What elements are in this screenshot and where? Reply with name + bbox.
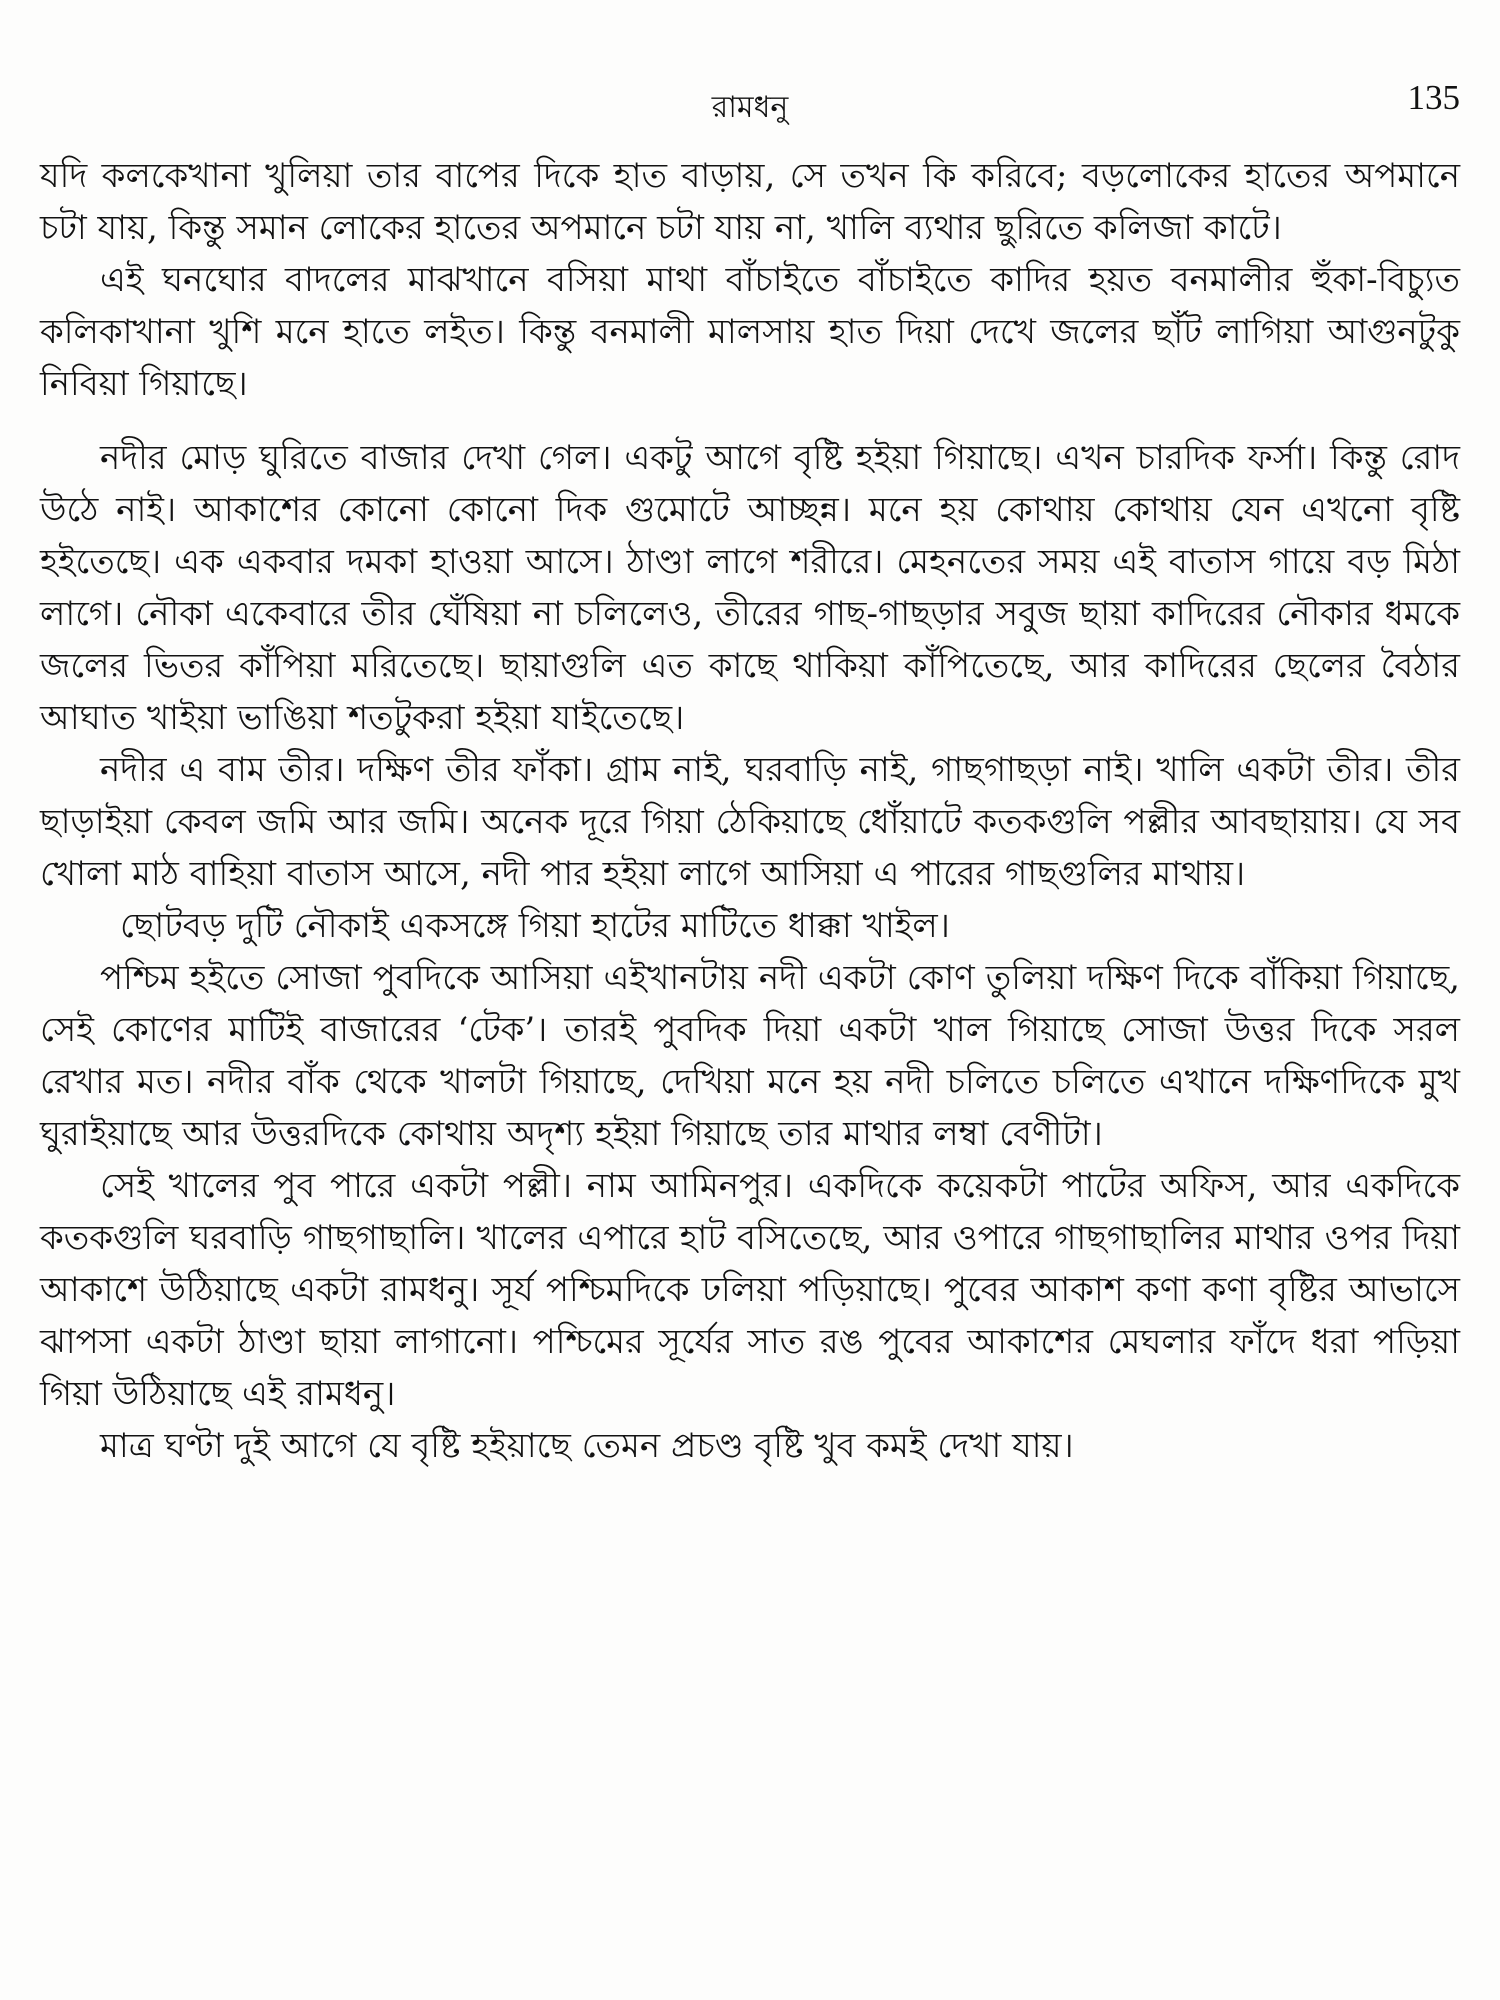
paragraph: সেই খালের পুব পারে একটা পল্লী। নাম আমিনপুর। একদিকে কয়েকটা পাটের অফিস, আর একদিকে কতকগুলি ঘরবাড়ি গাছগাছালি। খালের এপারে হাট বসিতেছে, আর ওপারে গাছগাছালির মাথার ওপর দিয়া আকাশে উঠিয়াছে একটা রামধনু। সূর্য পশ্চিমদিকে ঢলিয়া পড়িয়াছে। পুবের আকাশ কণা কণা বৃষ্টির আভাসে ঝাপসা একটা ঠাণ্ডা ছায়া লাগানো। পশ্চিমের সূর্যের সাত রঙ পুবের আকাশের মেঘলার ফাঁদে ধরা পড়িয়া গিয়া উঠিয়াছে এই রামধনু। bbox=[40, 1166, 1460, 1414]
paragraph: পশ্চিম হইতে সোজা পুবদিকে আসিয়া এইখানটায় নদী একটা কোণ তুলিয়া দক্ষিণ দিকে বাঁকিয়া গিয়াছে, সেই কোণের মাটিই বাজারের ‘টেক’। তারই পুবদিক দিয়া একটা খাল গিয়াছে সোজা উত্তর দিকে সরল রেখার মত। নদীর বাঁক থেকে খালটা গিয়াছে, দেখিয়া মনে হয় নদী চলিতে চলিতে এখানে দক্ষিণদিকে মুখ ঘুরাইয়াছে আর উত্তরদিকে কোথায় অদৃশ্য হইয়া গিয়াছে তার মাথার লম্বা বেণীটা। bbox=[40, 958, 1460, 1154]
paragraph: যদি কলকেখানা খুলিয়া তার বাপের দিকে হাত বাড়ায়, সে তখন কি করিবে; বড়লোকের হাতের অপমানে চটা যায়, কিন্তু সমান লোকের হাতের অপমানে চটা যায় না, খালি ব্যথার ছুরিতে কলিজা কাটে। bbox=[40, 156, 1460, 248]
body-text bbox=[40, 150, 1460, 1472]
page-number: 135 bbox=[1407, 78, 1460, 117]
paragraph: ছোটবড় দুটি নৌকাই একসঙ্গে গিয়া হাটের মাটিতে ধাক্কা খাইল। bbox=[120, 906, 950, 946]
chapter-title: রামধনু bbox=[711, 90, 789, 125]
paragraph: এই ঘনঘোর বাদলের মাঝখানে বসিয়া মাথা বাঁচাইতে বাঁচাইতে কাদির হয়ত বনমালীর হুঁকা-বিচ্যুত কলিকাখানা খুশি মনে হাতে লইত। কিন্তু বনমালী মালসায় হাত দিয়া দেখে জলের ছাঁট লাগিয়া আগুনটুকু নিবিয়া গিয়াছে। bbox=[40, 260, 1460, 404]
paragraph: নদীর এ বাম তীর। দক্ষিণ তীর ফাঁকা। গ্রাম নাই, ঘরবাড়ি নাই, গাছগাছড়া নাই। খালি একটা তীর। তীর ছাড়াইয়া কেবল জমি আর জমি। অনেক দূরে গিয়া ঠেকিয়াছে ধোঁয়াটে কতকগুলি পল্লীর আবছায়ায়। যে সব খোলা মাঠ বাহিয়া বাতাস আসে, নদী পার হইয়া লাগে আসিয়া এ পারের গাছগুলির মাথায়। bbox=[40, 750, 1460, 894]
paragraph: নদীর মোড় ঘুরিতে বাজার দেখা গেল। একটু আগে বৃষ্টি হইয়া গিয়াছে। এখন চারদিক ফর্সা। কিন্তু রোদ উঠে নাই। আকাশের কোনো কোনো দিক গুমোটে আচ্ছন্ন। মনে হয় কোথায় কোথায় যেন এখনো বৃষ্টি হইতেছে। এক একবার দমকা হাওয়া আসে। ঠাণ্ডা লাগে শরীরে। মেহনতের সময় এই বাতাস গায়ে বড় মিঠা লাগে। নৌকা একেবারে তীর ঘেঁষিয়া না চলিলেও, তীরের গাছ-গাছড়ার সবুজ ছায়া কাদিরের নৌকার ধমকে জলের ভিতর কাঁপিয়া মরিতেছে। ছায়াগুলি এত কাছে থাকিয়া কাঁপিতেছে, আর কাদিরের ছেলের বৈঠার আঘাত খাইয়া ভাঙিয়া শতটুকরা হইয়া যাইতেছে। bbox=[40, 438, 1460, 738]
running-header bbox=[0, 78, 1500, 128]
paragraph: মাত্র ঘণ্টা দুই আগে যে বৃষ্টি হইয়াছে তেমন প্রচণ্ড বৃষ্টি খুব কমই দেখা যায়। bbox=[100, 1426, 1074, 1466]
